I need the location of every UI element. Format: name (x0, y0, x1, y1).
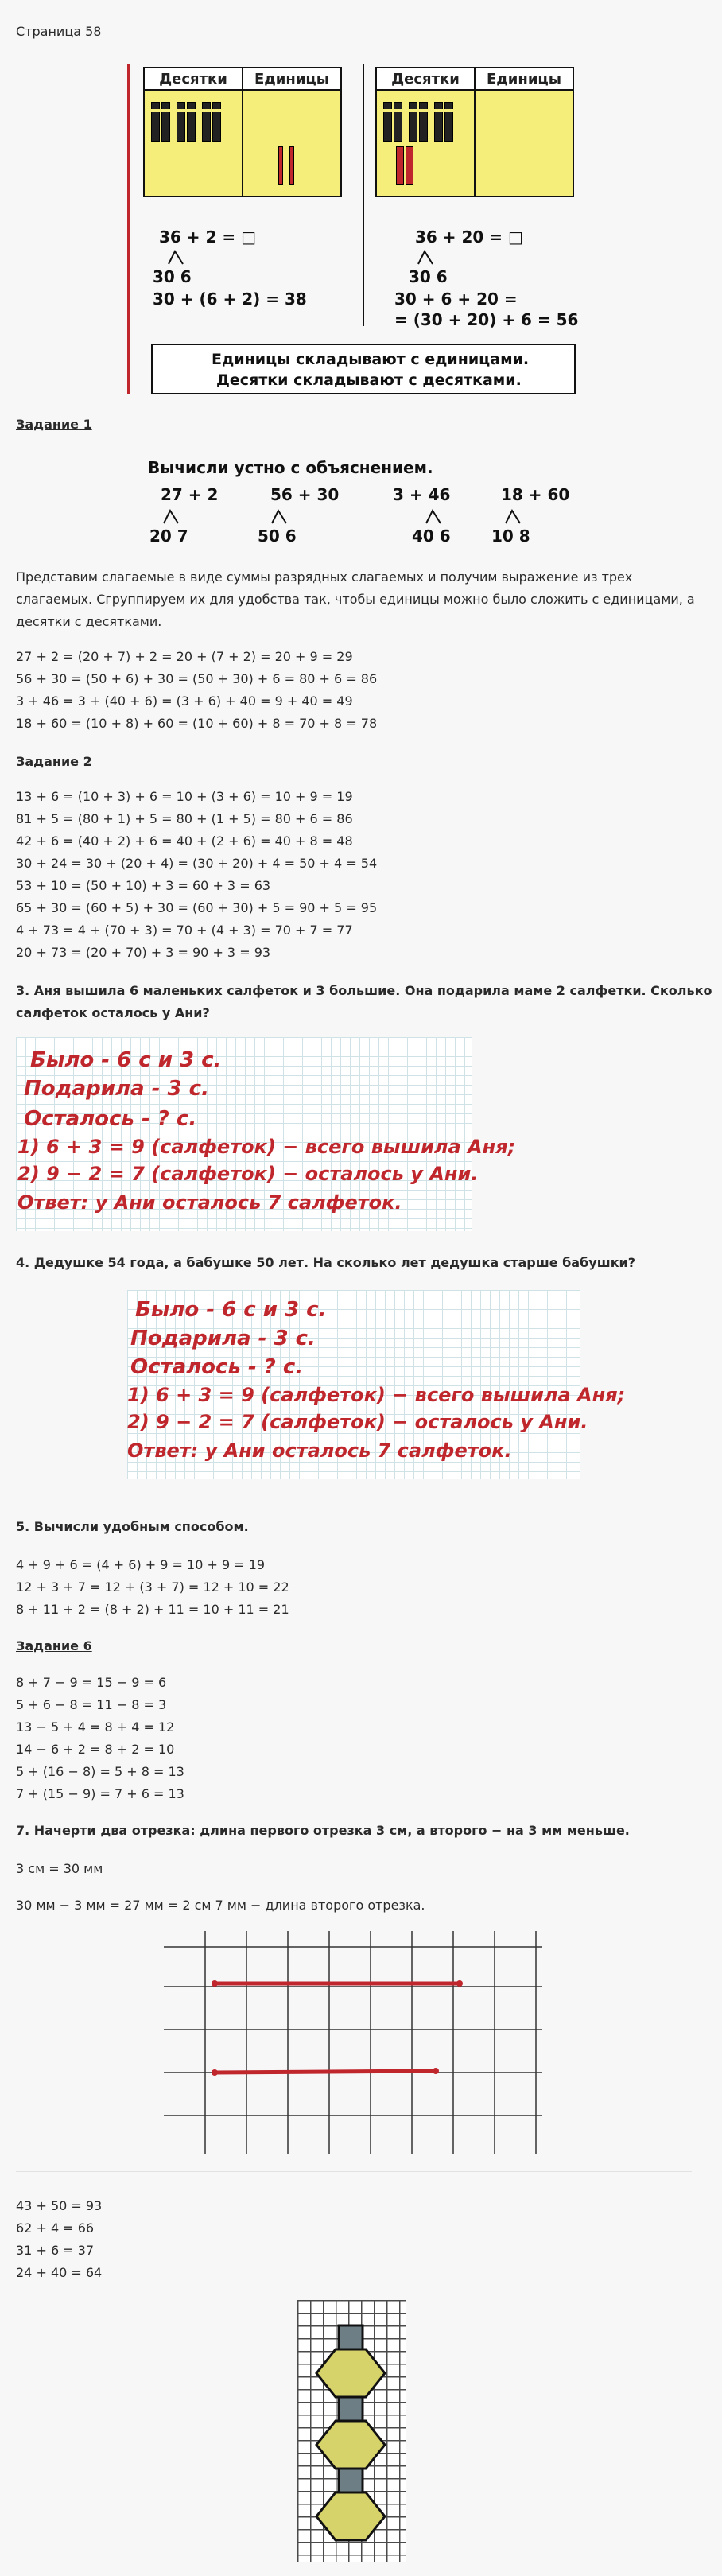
tens-header: Десятки (145, 68, 243, 91)
hw-line: Было - 6 с и 3 с. (135, 1298, 327, 1322)
task6-line: 5 + 6 − 8 = 11 − 8 = 3 (16, 1697, 167, 1712)
task8-line: 62 + 4 = 66 (16, 2220, 95, 2236)
task1-line: 27 + 2 = (20 + 7) + 2 = 20 + (7 + 2) = 20 + 9 = 29 (16, 649, 353, 664)
margin-line (127, 64, 130, 394)
task1-heading: Задание 1 (16, 417, 92, 432)
page-title: Страница 58 (16, 24, 102, 39)
task1-expr-4: 18 + 60 (501, 485, 570, 504)
rule-box (151, 344, 576, 394)
units-cell (243, 91, 340, 196)
hw-line: 2) 9 − 2 = 7 (салфеток) − осталось у Ани. (127, 1411, 588, 1433)
split-mark (413, 248, 445, 266)
task1-text: слагаемых. Сгруппируем их для удобства так, чтобы единицы можно было сложить с единицами, а (16, 592, 695, 607)
intro-left-line2: 30 6 (153, 267, 192, 286)
task1-line: 18 + 60 = (10 + 8) + 60 = (10 + 60) + 8 = 70 + 8 = 78 (16, 716, 378, 731)
hw-line: Подарила - 3 с. (24, 1077, 209, 1101)
intro-right-line4: = (30 + 20) + 6 = 56 (394, 310, 579, 329)
task8-line: 43 + 50 = 93 (16, 2198, 103, 2213)
task2-line: 65 + 30 = (60 + 5) + 30 = (60 + 30) + 5 = 90 + 5 = 95 (16, 900, 378, 915)
task8-line: 31 + 6 = 37 (16, 2243, 95, 2258)
hw-line: Ответ: у Ани осталось 7 салфеток. (127, 1440, 512, 1462)
task7-heading: 7. Начерти два отрезка: длина первого отрезка 3 см, а второго − на 3 мм меньше. (16, 1823, 630, 1838)
split-mark (501, 507, 533, 525)
task5-line: 12 + 3 + 7 = 12 + (3 + 7) = 12 + 10 = 22 (16, 1579, 289, 1595)
hw-line: 2) 9 − 2 = 7 (салфеток) − осталось у Ани. (17, 1163, 479, 1185)
tens-cell (377, 91, 476, 196)
tens-header: Десятки (377, 68, 476, 91)
task1-line: 56 + 30 = (50 + 6) + 30 = (50 + 30) + 6 = 80 + 6 = 86 (16, 671, 378, 686)
segment-second (215, 2071, 436, 2073)
task1-line: 3 + 46 = 3 + (40 + 6) = (3 + 6) + 40 = 9 + 40 = 49 (16, 694, 353, 709)
intro-left-line1: 36 + 2 = □ (159, 227, 257, 247)
split-mark (267, 507, 299, 525)
intro-right-line3: 30 + 6 + 20 = (394, 289, 518, 309)
task2-line: 13 + 6 = (10 + 3) + 6 = 10 + (3 + 6) = 10 + 9 = 19 (16, 789, 353, 804)
tens-cell (145, 91, 243, 196)
hw-line: Осталось - ? с. (130, 1355, 304, 1379)
task6-line: 5 + (16 − 8) = 5 + 8 = 13 (16, 1764, 184, 1779)
hexagon-pattern (297, 2300, 406, 2562)
task5-line: 8 + 11 + 2 = (8 + 2) + 11 = 10 + 11 = 21 (16, 1602, 289, 1617)
rule-line-2: Десятки складывают с десятками. (216, 371, 522, 389)
divider (363, 64, 364, 326)
task2-heading: Задание 2 (16, 754, 92, 769)
task2-line: 20 + 73 = (20 + 70) + 3 = 90 + 3 = 93 (16, 945, 271, 960)
task1-split-4: 10 8 (491, 526, 530, 546)
hw-line: Было - 6 с и 3 с. (30, 1048, 222, 1072)
split-mark (164, 248, 196, 266)
task7-line: 30 мм − 3 мм = 27 мм = 2 см 7 мм − длина второго отрезка. (16, 1898, 425, 1913)
task1-split-3: 40 6 (412, 526, 451, 546)
hw-line: Ответ: у Ани осталось 7 салфеток. (17, 1191, 402, 1214)
task1-text: Представим слагаемые в виде суммы разрядных слагаемых и получим выражение из трех (16, 569, 633, 585)
units-cell (476, 91, 573, 196)
split-mark (421, 507, 453, 525)
task6-line: 13 − 5 + 4 = 8 + 4 = 12 (16, 1719, 175, 1735)
task3-question: салфеток осталось у Ани? (16, 1005, 210, 1020)
rule-line-1: Единицы складывают с единицами. (212, 351, 530, 368)
task2-line: 81 + 5 = (80 + 1) + 5 = 80 + (1 + 5) = 80 + 6 = 86 (16, 811, 353, 826)
task1-expr-1: 27 + 2 (161, 485, 219, 504)
task1-split-1: 20 7 (149, 526, 188, 546)
split-mark (159, 507, 191, 525)
task5-line: 4 + 9 + 6 = (4 + 6) + 9 = 10 + 9 = 19 (16, 1557, 266, 1572)
place-value-table-right (375, 67, 574, 197)
hw-line: 1) 6 + 3 = 9 (салфеток) − всего вышила Аня; (127, 1384, 626, 1406)
task6-heading: Задание 6 (16, 1638, 92, 1653)
task6-line: 14 − 6 + 2 = 8 + 2 = 10 (16, 1742, 175, 1757)
task1-expr-3: 3 + 46 (393, 485, 451, 504)
divider (16, 2171, 692, 2172)
task7-line: 3 см = 30 мм (16, 1861, 103, 1876)
intro-illustration (127, 64, 588, 398)
task1-split-2: 50 6 (258, 526, 297, 546)
task3-question: 3. Аня вышила 6 маленьких салфеток и 3 большие. Она подарила маме 2 салфетки. Сколько (16, 983, 712, 998)
task1-instruction: Вычисли устно с объяснением. (148, 458, 433, 477)
task4-handwritten-answer (127, 1290, 626, 1479)
task5-heading: 5. Вычисли удобным способом. (16, 1519, 249, 1534)
intro-right-line2: 30 6 (409, 267, 448, 286)
intro-right-line1: 36 + 20 = □ (415, 227, 523, 247)
task1-expr-2: 56 + 30 (270, 485, 340, 504)
task2-line: 4 + 73 = 4 + (70 + 3) = 70 + (4 + 3) = 70 + 7 = 77 (16, 923, 353, 938)
place-value-table-left (143, 67, 342, 197)
hw-line: 1) 6 + 3 = 9 (салфеток) − всего вышила Аня; (17, 1136, 516, 1158)
task4-question: 4. Дедушке 54 года, а бабушке 50 лет. На сколько лет дедушка старше бабушки? (16, 1255, 636, 1270)
task2-line: 30 + 24 = 30 + (20 + 4) = (30 + 20) + 4 = 50 + 4 = 54 (16, 856, 378, 871)
pattern-drawing (297, 2300, 406, 2562)
segments-drawing (164, 1931, 545, 2157)
task2-line: 42 + 6 = (40 + 2) + 6 = 40 + (2 + 6) = 40 + 8 = 48 (16, 833, 353, 849)
task8-line: 24 + 40 = 64 (16, 2265, 103, 2280)
hw-line: Осталось - ? с. (24, 1107, 197, 1131)
task2-line: 53 + 10 = (50 + 10) + 3 = 60 + 3 = 63 (16, 878, 271, 893)
intro-left-line3: 30 + (6 + 2) = 38 (153, 289, 307, 309)
hw-line: Подарила - 3 с. (130, 1327, 316, 1350)
task3-handwritten-answer (16, 1037, 516, 1231)
task1-text: десятки с десятками. (16, 614, 162, 629)
task6-line: 7 + (15 − 9) = 7 + 6 = 13 (16, 1786, 184, 1801)
task6-line: 8 + 7 − 9 = 15 − 9 = 6 (16, 1675, 167, 1690)
units-header: Единицы (243, 68, 340, 91)
units-header: Единицы (476, 68, 573, 91)
